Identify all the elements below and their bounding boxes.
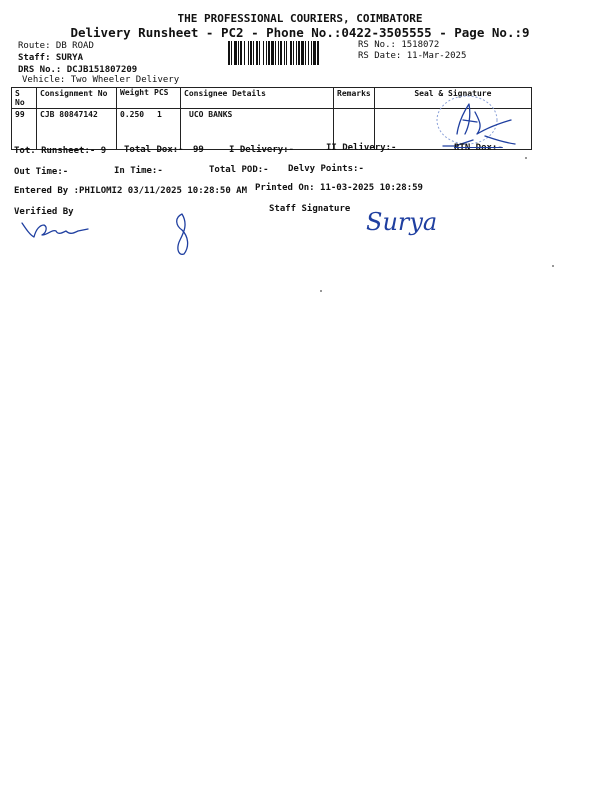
barcode-bar [268,41,270,65]
col-consignment: Consignment No [37,88,117,109]
col-pcs: PCS [154,88,169,97]
barcode-bar [305,41,306,65]
ii-delivery: II Delivery:- [326,143,397,153]
total-dox-label: Total Dox:- [124,145,184,155]
runsheet-title: Delivery Runsheet - PC2 - Phone No.:0422-3505555 - Page No.:9 [70,25,530,40]
staff-label: Staff: SURYA [18,53,84,63]
barcode-bar [234,41,237,65]
col-seal: Seal & Signature [374,88,531,109]
speck [552,265,554,267]
barcode-bar [244,41,245,65]
barcode-bar [238,41,239,65]
barcode-bar [308,41,309,65]
handwritten-mark [168,210,198,260]
tot-runsheet: Tot. Runsheet:- 9 [14,146,107,156]
drs-number: DRS No.: DCJB151807209 [18,65,138,75]
barcode-bar [263,41,264,65]
barcode-bar [253,41,254,65]
out-time: Out Time:- [14,167,69,177]
rs-number: RS No.: 1518072 [358,40,440,50]
barcode-bar [298,41,300,65]
i-delivery: I Delivery:- [229,145,295,155]
vehicle-label: Vehicle: Two Wheeler Delivery [22,75,180,85]
barcode-bar [271,41,274,65]
col-remarks: Remarks [334,88,375,109]
barcode-bar [280,41,282,65]
entered-by: Entered By :PHILOMI2 03/11/2025 10:28:50 AM [14,186,247,196]
barcode-bar [248,41,249,65]
barcode-bar [256,41,258,65]
cell-sno: 99 [12,109,37,150]
rs-date: RS Date: 11-Mar-2025 [358,51,467,61]
barcode-bar [275,41,276,65]
staff-signature-text: Surya [366,208,438,236]
barcode-bar [311,41,312,65]
barcode-bar [290,41,292,65]
total-dox-value: 99 [193,145,204,155]
route-label: Route: DB ROAD [18,41,94,51]
col-weight: Weight [120,88,149,97]
barcode-bar [301,41,304,65]
col-sno: S No [12,88,37,109]
barcode-bar [313,41,316,65]
barcode-bar [317,41,319,65]
total-pod: Total POD:- [209,165,269,175]
verified-by: Verified By [14,207,74,217]
cell-consignment: CJB 80847142 [37,109,117,150]
staff-signature-label: Staff Signature [269,204,351,214]
cell-consignee: UCO BANKS [181,109,334,150]
barcode-bar [293,41,294,65]
col-weight-pcs [117,88,181,109]
in-time: In Time:- [114,166,163,176]
verifier-signature [18,215,98,245]
barcode-bar [259,41,260,65]
barcode-bar [286,41,287,65]
barcode-bar [296,41,297,65]
barcode-bar [284,41,285,65]
rtn-dox: RTN Dox:- [454,143,503,153]
staff-handwritten-signature [362,200,452,250]
barcode-bar [278,41,279,65]
delvy-points: Delvy Points:- [288,164,364,174]
cell-weight: 0.250 [120,110,145,119]
cell-pcs: 1 [157,110,162,119]
barcode-bar [266,41,267,65]
printed-on: Printed On: 11-03-2025 10:28:59 [255,183,423,193]
cell-weight-pcs [117,109,181,150]
barcode-bar [240,41,242,65]
barcode-bar [228,41,230,65]
barcode-bar [250,41,252,65]
company-name: THE PROFESSIONAL COURIERS, COIMBATORE [177,12,423,25]
col-consignee: Consignee Details [181,88,334,109]
speck [320,290,322,292]
barcode-bar [231,41,232,65]
speck [525,157,527,159]
barcode [228,41,354,65]
